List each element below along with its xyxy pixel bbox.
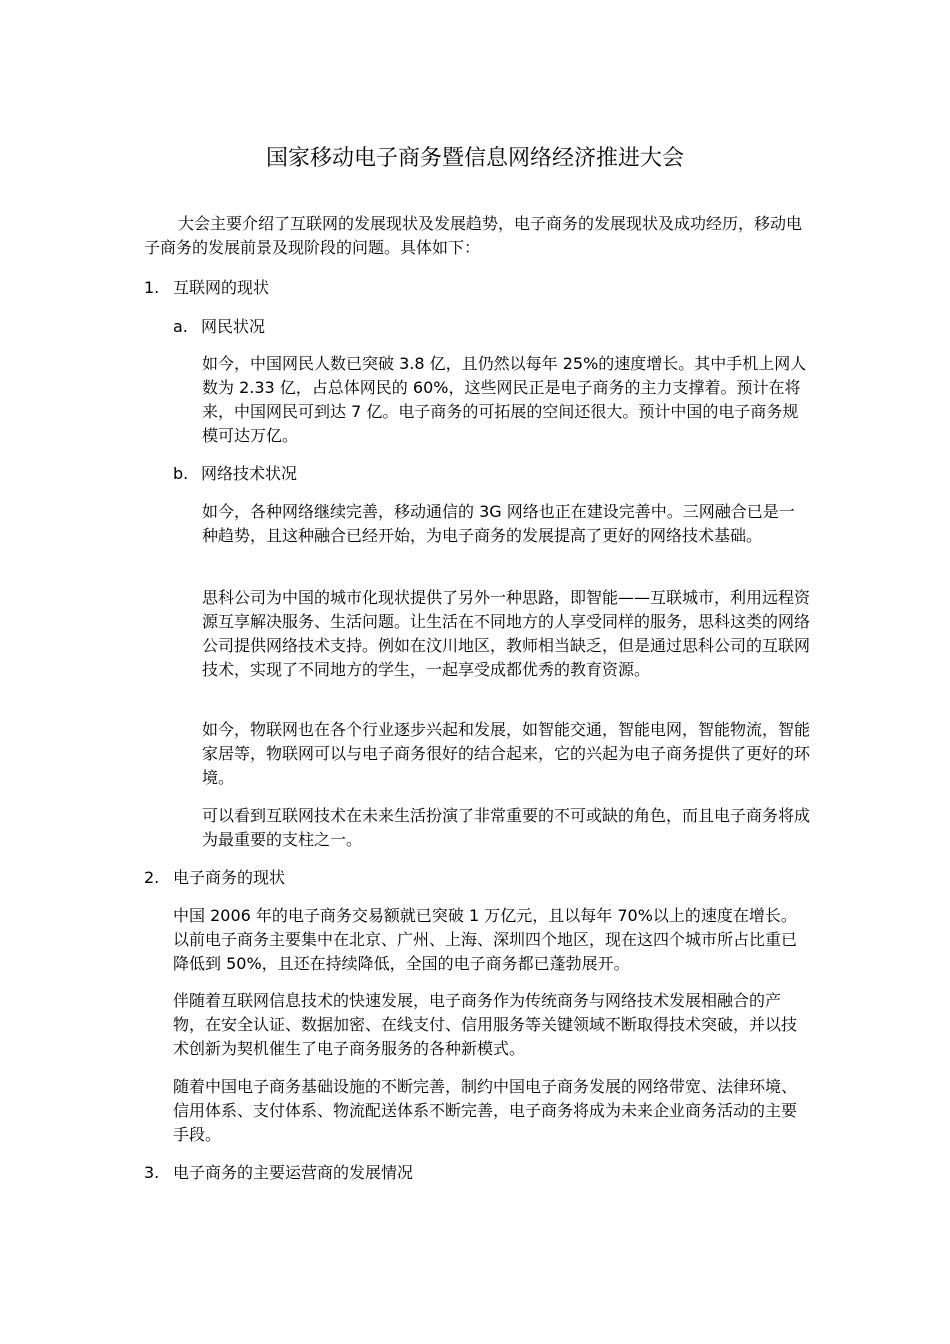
section-1b-paragraph-1: 如今，各种网络继续完善，移动通信的 3G 网络也正在建设完善中。三网融合已是一种趋势，且这种融合已经开始，为电子商务的发展提高了更好的网络技术基础。 — [202, 502, 795, 545]
intro-paragraph: 大会主要介绍了互联网的发展现状及发展趋势，电子商务的发展现状及成功经历，移动电子商务的发展前景及现阶段的问题。具体如下： — [144, 214, 803, 257]
section-2-paragraph-2: 伴随着互联网信息技术的快速发展，电子商务作为传统商务与网络技术发展相融合的产物，在安全认证、数据加密、在线支付、信用服务等关键领域不断取得技术突破，并以技术创新为契机催生了电子商务服务的各种新模式。 — [173, 991, 798, 1058]
section-1a-title: 网民状况 — [201, 317, 266, 336]
section-1a-paragraph-1: 如今，中国网民人数已突破 3.8 亿，且仍然以每年 25%的速度增长。其中手机上网人数为 2.33 亿，占总体网民的 60%，这些网民正是电子商务的主力支撑着。预计在将来，中国网民可到达 7 亿。电子商务的可拓展的空间还很大。预计中国的电子商务规模可达万亿。 — [202, 354, 807, 445]
section-2-paragraph-1: 中国 2006 年的电子商务交易额就已突破 1 万亿元，且以每年 70%以上的速度在增长。以前电子商务主要集中在北京、广州、上海、深圳四个地区，现在这四个城市所占比重已降低到 50%，且还在持续降低，全国的电子商务都已蓬勃展开。 — [173, 906, 798, 973]
section-3-heading — [144, 1161, 413, 1185]
section-1-number: 1. — [144, 278, 160, 297]
section-2-heading — [144, 866, 285, 890]
section-3-title: 电子商务的主要运营商的发展情况 — [173, 1163, 414, 1182]
section-1b-paragraph-3: 如今，物联网也在各个行业逐步兴起和发展，如智能交通，智能电网，智能物流，智能家居等，物联网可以与电子商务很好的结合起来，它的兴起为电子商务提供了更好的环境。 — [202, 720, 811, 787]
document-title: 国家移动电子商务暨信息网络经济推进大会 — [265, 146, 684, 171]
section-2-title: 电子商务的现状 — [173, 868, 286, 887]
section-2-paragraph-3: 随着中国电子商务基础设施的不断完善，制约中国电子商务发展的网络带宽、法律环境、信用体系、支付体系、物流配送体系不断完善，电子商务将成为未来企业商务活动的主要手段。 — [173, 1077, 798, 1144]
section-1b-paragraph-2: 思科公司为中国的城市化现状提供了另外一种思路，即智能——互联城市，利用远程资源互享解决服务、生活问题。让生活在不同地方的人享受同样的服务，思科这类的网络公司提供网络技术支持。例如在汶川地区，教师相当缺乏，但是通过思科公司的互联网技术，实现了不同地方的学生，一起享受成都优秀的教育资源。 — [202, 588, 811, 679]
section-1b-letter: b. — [173, 464, 189, 483]
section-1b-heading — [173, 462, 297, 486]
section-2-number: 2. — [144, 868, 160, 887]
section-1a-letter: a. — [173, 317, 188, 336]
section-1-title: 互联网的现状 — [173, 278, 270, 297]
section-3-number: 3. — [144, 1163, 160, 1182]
section-1-heading — [144, 276, 269, 300]
section-1b-title: 网络技术状况 — [201, 464, 298, 483]
section-1a-heading — [173, 315, 265, 339]
section-1b-paragraph-4: 可以看到互联网技术在未来生活扮演了非常重要的不可或缺的角色，而且电子商务将成为最重要的支柱之一。 — [202, 806, 811, 849]
